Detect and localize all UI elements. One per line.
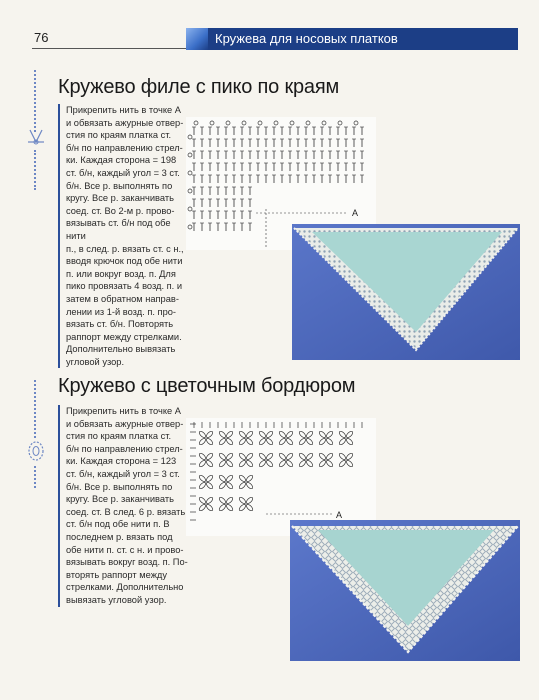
- chart-point-label: A: [352, 208, 359, 218]
- instructions-floral-lace: Прикрепить нить в точке А и обвязать ажурные отвер- стия по краям платка ст. б/н по направлению стрел- ки. Каждая сторона = 123 ст. б/н, каждый угол = 3 ст. б/н. Все р. выполнять по кругу. Все р. заканчивать соед. ст. В след. 6 р. вязать ст. б/н под обе нити п. В последнем р. вязать под обе нити п. ст. с н. и прово- вязывать вокруг возд. п. По- вторять раппорт между стрелками. Дополнительно вывязать угловой узор.: [58, 405, 190, 607]
- instructions-pico-lace: Прикрепить нить в точке А и обвязать ажурные отвер- стия по краям платка ст. б/н по направлению стрел- ки. Каждая сторона = 198 ст. б/н, каждый угол = 3 ст. б/н. Все р. выполнять по кругу. Все р. заканчивать соед. ст. Во 2-м р. прово- вязывать ст. б/н под обе нити п., в след. р. вязать ст. с н., вводя крючок под обе нити п. или вокруг возд. п. Для пико провязать 4 возд. п. и затем в обратном направ- лении из 1-й возд. п. про- вязать ст. б/н. Повторять раппорт между стрелками. Дополнительно вывязать угловой узор.: [58, 104, 188, 368]
- decorative-dotted-line: [34, 466, 36, 488]
- lace-motif-icon: [26, 128, 46, 148]
- crochet-chart-floral-lace: [186, 418, 376, 536]
- decorative-dotted-line: [34, 70, 36, 132]
- decorative-dotted-line: [34, 380, 36, 438]
- decorative-dotted-line: [34, 150, 36, 190]
- header-title: Кружева для носовых платков: [215, 31, 398, 46]
- photo-floral-lace-corner: [290, 520, 520, 661]
- chart-point-label: A: [336, 510, 343, 520]
- header-corner-square: [186, 28, 208, 50]
- section-title-floral-lace: Кружево с цветочным бордюром: [58, 375, 356, 397]
- page-number: 76: [34, 30, 49, 45]
- photo-pico-lace-corner: [292, 224, 520, 360]
- section-title-pico-lace: Кружево филе с пико по краям: [58, 76, 340, 98]
- flower-motif-icon: [26, 438, 46, 464]
